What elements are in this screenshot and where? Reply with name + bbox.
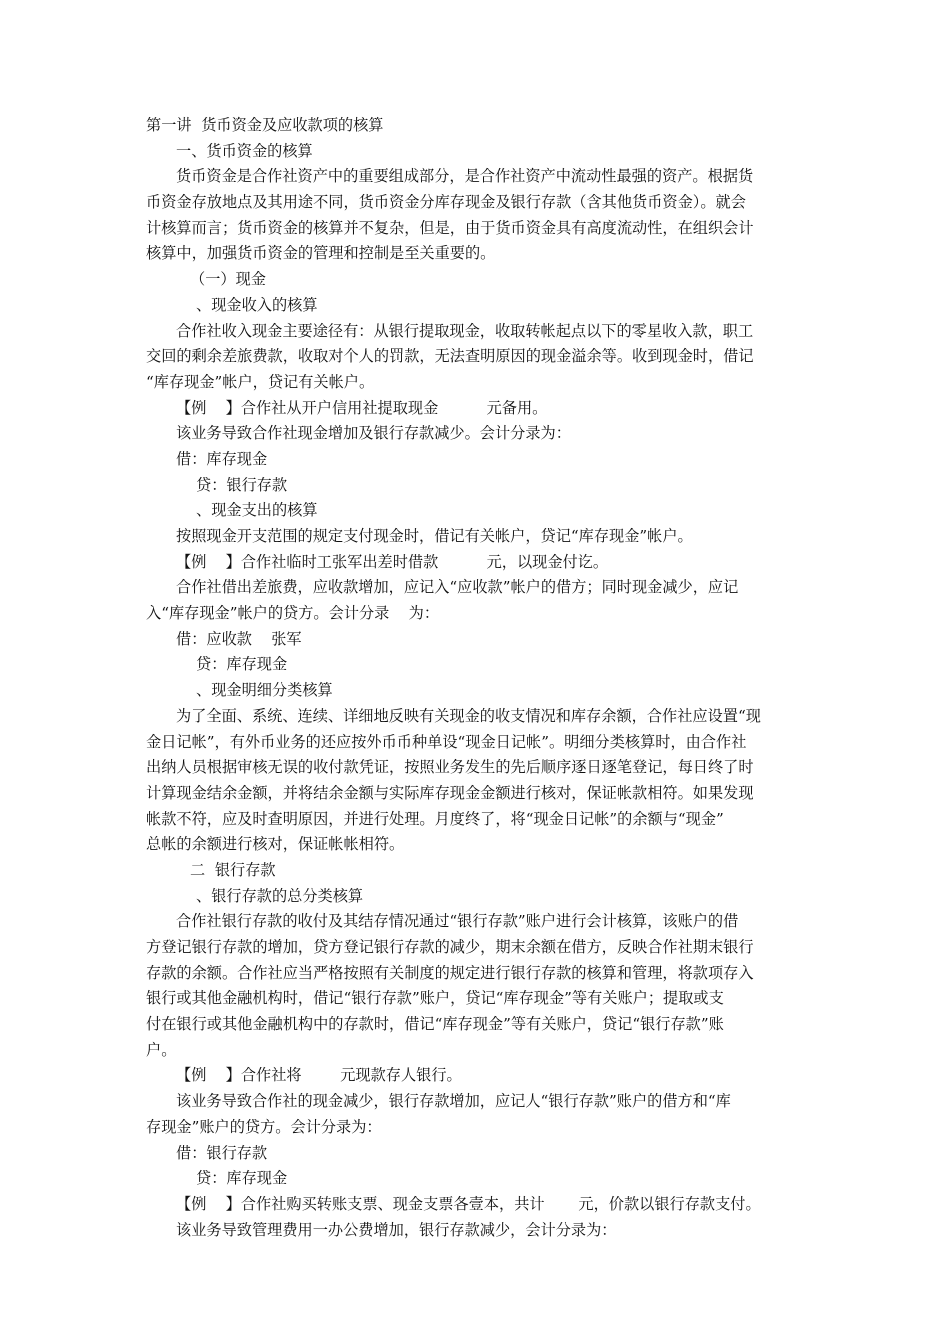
example-description: 该业务导致管理费用一办公费增加，银行存款减少，会计分录为： xyxy=(176,1220,617,1239)
example-line: 【例 】合作社临时工张军出差时借款 元，以现金付讫。 xyxy=(176,552,609,571)
paragraph xyxy=(146,575,816,626)
paragraph-line: 合作社银行存款的收付及其结存情况通过“银行存款”账户进行会计核算，该账户的借 xyxy=(176,912,739,931)
page-title: 第一讲 货币资金及应收款项的核算 xyxy=(146,116,384,134)
example-line: 【例 】合作社购买转账支票、现金支票各壹本，共计 元，价款以银行存款支付。 xyxy=(176,1194,761,1213)
paragraph-line: 方登记银行存款的增加，贷方登记银行存款的减少，期末余额在借方，反映合作社期末银行 xyxy=(146,938,754,956)
paragraph-line: 存款的余额。合作社应当严格按照有关制度的规定进行银行存款的核算和管理，将款项存入 xyxy=(146,963,754,982)
paragraph-line: 户。 xyxy=(146,1040,177,1059)
subsection-heading: （一）现金 xyxy=(190,270,266,289)
subsection-heading: 二 银行存款 xyxy=(190,860,276,879)
paragraph-line: 合作社借出差旅费，应收款增加，应记入“应收款”帐户的借方；同时现金减少，应记 xyxy=(176,578,739,597)
paragraph-line: 计算现金结余金额，并将结余金额与实际库存现金金额进行核对，保证帐款相符。如果发现 xyxy=(146,783,754,802)
example-line: 【例 】合作社从开户信用社提取现金 元备用。 xyxy=(176,398,548,417)
paragraph xyxy=(146,704,816,858)
journal-debit: 借：应收款 张军 xyxy=(176,629,302,648)
topic-heading: 、现金收入的核算 xyxy=(196,295,318,314)
paragraph-line: 币资金存放地点及其用途不同，货币资金分库存现金及银行存款（含其他货币资金）。就会 xyxy=(146,193,746,212)
paragraph-line: 该业务导致合作社的现金减少，银行存款增加，应记人“银行存款”账户的借方和“库 xyxy=(176,1092,731,1111)
paragraph xyxy=(146,319,816,396)
example-line: 【例 】合作社将 元现款存人银行。 xyxy=(176,1066,462,1085)
topic-heading: 、现金明细分类核算 xyxy=(196,681,333,700)
journal-debit: 借：库存现金 xyxy=(176,449,268,468)
paragraph-line: “库存现金”帐户，贷记有关帐户。 xyxy=(146,372,375,391)
paragraph xyxy=(146,909,816,1063)
paragraph-line: 按照现金开支范围的规定支付现金时，借记有关帐户，贷记“库存现金”帐户。 xyxy=(176,527,693,545)
paragraph-line: 为了全面、系统、连续、详细地反映有关现金的收支情况和库存余额，合作社应设置“现 xyxy=(176,706,761,725)
journal-credit: 贷：库存现金 xyxy=(196,655,288,674)
journal-credit: 贷：银行存款 xyxy=(196,475,288,494)
paragraph xyxy=(146,1089,816,1140)
topic-heading: 、现金支出的核算 xyxy=(196,501,318,520)
paragraph-line: 货币资金是合作社资产中的重要组成部分，是合作社资产中流动性最强的资产。根据货 xyxy=(176,167,754,186)
paragraph-line: 付在银行或其他金融机构中的存款时，借记“库存现金”等有关账户，贷记“银行存款”账 xyxy=(146,1015,724,1034)
section-heading: 一、货币资金的核算 xyxy=(176,141,313,160)
paragraph-line: 交回的剩余差旅费款，收取对个人的罚款，无法查明原因的现金溢余等。收到现金时，借记 xyxy=(146,347,754,366)
journal-debit: 借：银行存款 xyxy=(176,1143,268,1162)
paragraph-line: 出纳人员根据审核无误的收付款凭证，按照业务发生的先后顺序逐日逐笔登记，每日终了时 xyxy=(146,758,754,777)
paragraph-line: 计核算而言；货币资金的核算并不复杂，但是，由于货币资金具有高度流动性，在组织会计 xyxy=(146,218,754,237)
paragraph-line: 存现金”账户的贷方。会计分录为： xyxy=(146,1117,382,1136)
paragraph-line: 金日记帐”，有外币业务的还应按外币币种单设“现金日记帐”。明细分类核算时，由合作社 xyxy=(146,732,747,751)
document-page xyxy=(146,113,816,1243)
journal-credit: 贷：库存现金 xyxy=(196,1169,288,1188)
paragraph-line: 银行或其他金融机构时，借记“银行存款”账户，贷记“库存现金”等有关账户；提取或支 xyxy=(146,989,724,1008)
paragraph-line: 总帐的余额进行核对，保证帐帐相符。 xyxy=(146,835,405,854)
paragraph-line: 合作社收入现金主要途径有：从银行提取现金，收取转帐起点以下的零星收入款，职工 xyxy=(176,321,754,340)
paragraph-line: 帐款不符，应及时查明原因，并进行处理。月度终了，将“现金日记帐”的余额与“现金” xyxy=(146,809,724,828)
example-description: 该业务导致合作社现金增加及银行存款减少。会计分录为： xyxy=(176,424,571,443)
paragraph-line: 入“库存现金”帐户的贷方。会计分录 为： xyxy=(146,604,440,623)
paragraph xyxy=(146,164,816,267)
paragraph-line: 核算中，加强货币资金的管理和控制是至关重要的。 xyxy=(146,244,496,263)
topic-heading: 、银行存款的总分类核算 xyxy=(196,886,364,905)
